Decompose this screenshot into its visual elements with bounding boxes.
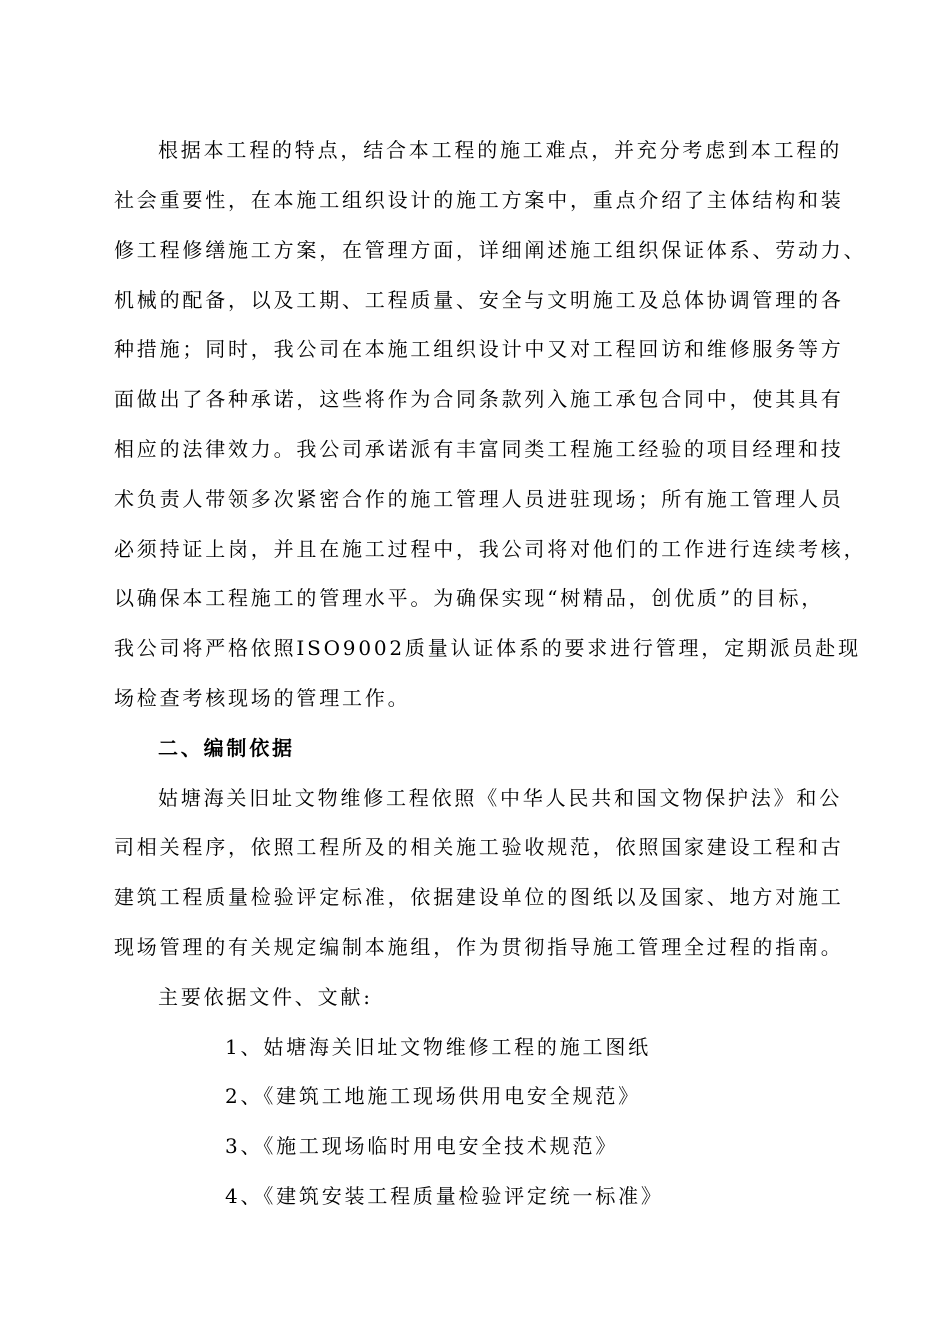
docs-list-item: 3、《施工现场临时用电安全技术规范》 <box>225 1134 619 1158</box>
paragraph1-line: 社会重要性，在本施工组织设计的施工方案中，重点介绍了主体结构和装 <box>114 188 844 212</box>
paragraph1-line: 以确保本工程施工的管理水平。为确保实现“树精品，创优质”的目标， <box>114 586 825 610</box>
paragraph2-line: 司相关程序，依照工程所及的相关施工验收规范，依照国家建设工程和古 <box>114 835 844 859</box>
paragraph2-line: 建筑工程质量检验评定标准，依据建设单位的图纸以及国家、地方对施工 <box>114 885 844 909</box>
section-heading: 二、编制依据 <box>158 736 295 760</box>
docs-intro: 主要依据文件、文献: <box>158 985 373 1009</box>
paragraph1-line: 我公司将严格依照ISO9002质量认证体系的要求进行管理，定期派员赴现 <box>114 636 861 660</box>
paragraph1-line: 机械的配备，以及工期、工程质量、安全与文明施工及总体协调管理的各 <box>114 288 844 312</box>
paragraph1-line: 术负责人带领多次紧密合作的施工管理人员进驻现场；所有施工管理人员 <box>114 487 844 511</box>
paragraph2-line: 现场管理的有关规定编制本施组，作为贯彻指导施工管理全过程的指南。 <box>114 935 844 959</box>
paragraph2-line: 姑塘海关旧址文物维修工程依照《中华人民共和国文物保护法》和公 <box>158 786 842 810</box>
paragraph1-line: 修工程修缮施工方案，在管理方面，详细阐述施工组织保证体系、劳动力、 <box>114 238 867 262</box>
paragraph1-line: 面做出了各种承诺，这些将作为合同条款列入施工承包合同中，使其具有 <box>114 387 844 411</box>
paragraph1-line: 相应的法律效力。我公司承诺派有丰富同类工程施工经验的项目经理和技 <box>114 437 844 461</box>
docs-list-item: 4、《建筑安装工程质量检验评定统一标准》 <box>225 1184 664 1208</box>
paragraph1-line: 必须持证上岗，并且在施工过程中，我公司将对他们的工作进行连续考核， <box>114 537 867 561</box>
paragraph1-line: 场检查考核现场的管理工作。 <box>114 686 411 710</box>
paragraph1-line: 种措施；同时，我公司在本施工组织设计中又对工程回访和维修服务等方 <box>114 337 844 361</box>
paragraph1-line: 根据本工程的特点，结合本工程的施工难点，并充分考虑到本工程的 <box>158 138 842 162</box>
docs-list-item: 2、《建筑工地施工现场供用电安全规范》 <box>225 1084 641 1108</box>
docs-list-item: 1、姑塘海关旧址文物维修工程的施工图纸 <box>225 1035 651 1059</box>
